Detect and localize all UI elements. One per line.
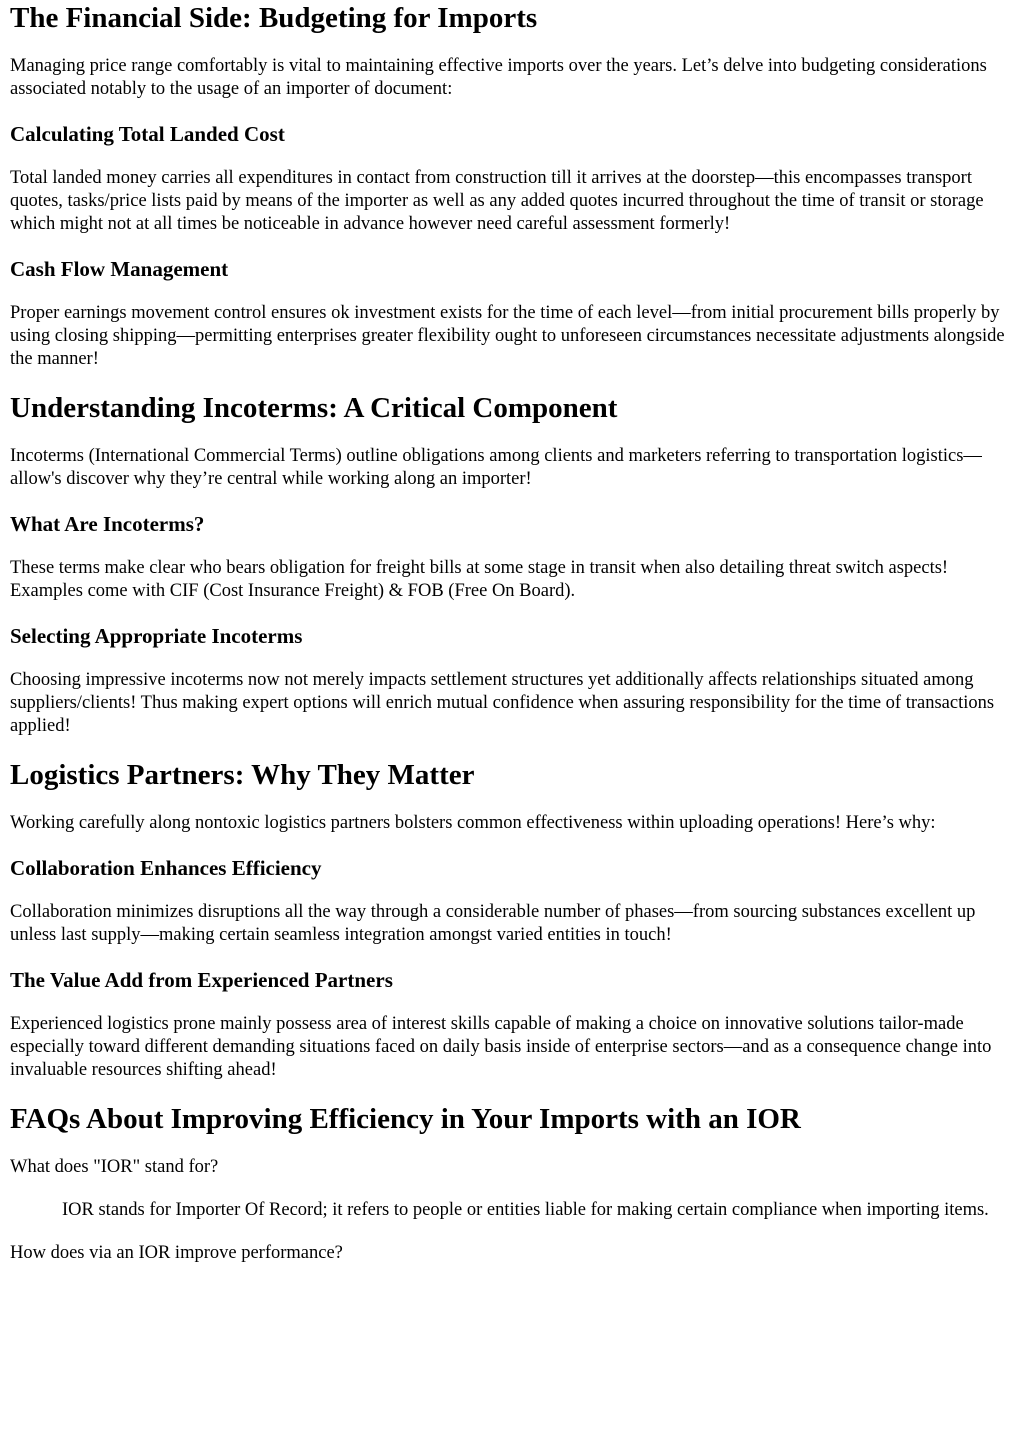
subsection-heading: Collaboration Enhances Efficiency (10, 856, 322, 880)
section-heading: The Financial Side: Budgeting for Imports (10, 2, 538, 34)
subsection-heading: What Are Incoterms? (10, 512, 205, 536)
section-heading: Logistics Partners: Why They Matter (10, 759, 475, 791)
section-intro: Working carefully along nontoxic logistics partners bolsters common effectiveness within uploading operations! Here’s why: (10, 813, 936, 833)
article (0, 1, 1024, 1265)
faq-question: How does via an IOR improve performance? (10, 1243, 343, 1263)
section-intro: Managing price range comfortably is vital to maintaining effective imports over the years. Let’s delve into budgeting considerations associated notably to the usage of an importer of document: (10, 56, 987, 99)
section-intro: Incoterms (International Commercial Terms) outline obligations among clients and marketers referring to transportation logistics—allow's discover why they’re central while working along an importer! (10, 446, 982, 489)
section-heading: Understanding Incoterms: A Critical Component (10, 392, 618, 424)
subsection-text: Total landed money carries all expenditures in contact from construction till it arrives at the doorstep—this encompasses transport quotes, tasks/price lists paid by means of the importer as well as any added quotes incurred throughout the time of transit or storage which might not at all times be noticeable in advance however need careful assessment formerly! (10, 168, 984, 234)
subsection-text: Experienced logistics prone mainly possess area of interest skills capable of making a choice on innovative solutions tailor-made especially toward different demanding situations faced on daily basis inside of enterprise sectors—and as a consequence change into invaluable resources shifting ahead! (10, 1014, 992, 1080)
subsection-heading: Cash Flow Management (10, 257, 229, 281)
subsection-heading: Calculating Total Landed Cost (10, 122, 285, 146)
subsection-text: Proper earnings movement control ensures ok investment exists for the time of each level—from initial procurement bills properly by using closing shipping—permitting enterprises greater flexibility ought to unforeseen circumstances necessitate adjustments alongside the manner! (10, 303, 1005, 369)
section-budgeting (10, 1, 1014, 371)
subsection-heading: The Value Add from Experienced Partners (10, 968, 393, 992)
section-logistics-partners (10, 758, 1014, 1082)
subsection-text: Choosing impressive incoterms now not merely impacts settlement structures yet additionally affects relationships situated among suppliers/clients! Thus making expert options will enrich mutual confidence when assuring responsibility for the time of transactions applied! (10, 670, 995, 736)
faq-question: What does "IOR" stand for? (10, 1157, 219, 1177)
faq-heading: FAQs About Improving Efficiency in Your Imports with an IOR (10, 1103, 801, 1135)
subsection-text: Collaboration minimizes disruptions all the way through a considerable number of phases—from sourcing substances excellent up unless last supply—making certain seamless integration amongst varied entities in touch! (10, 902, 976, 945)
subsection-heading: Selecting Appropriate Incoterms (10, 624, 303, 648)
section-faq (10, 1102, 1014, 1265)
subsection-text: These terms make clear who bears obligation for freight bills at some stage in transit when also detailing threat switch aspects! Examples come with CIF (Cost Insurance Freight) & FOB (Free On Board). (10, 558, 949, 601)
section-incoterms (10, 391, 1014, 738)
faq-answer: IOR stands for Importer Of Record; it refers to people or entities liable for making certain compliance when importing items. (62, 1200, 989, 1220)
